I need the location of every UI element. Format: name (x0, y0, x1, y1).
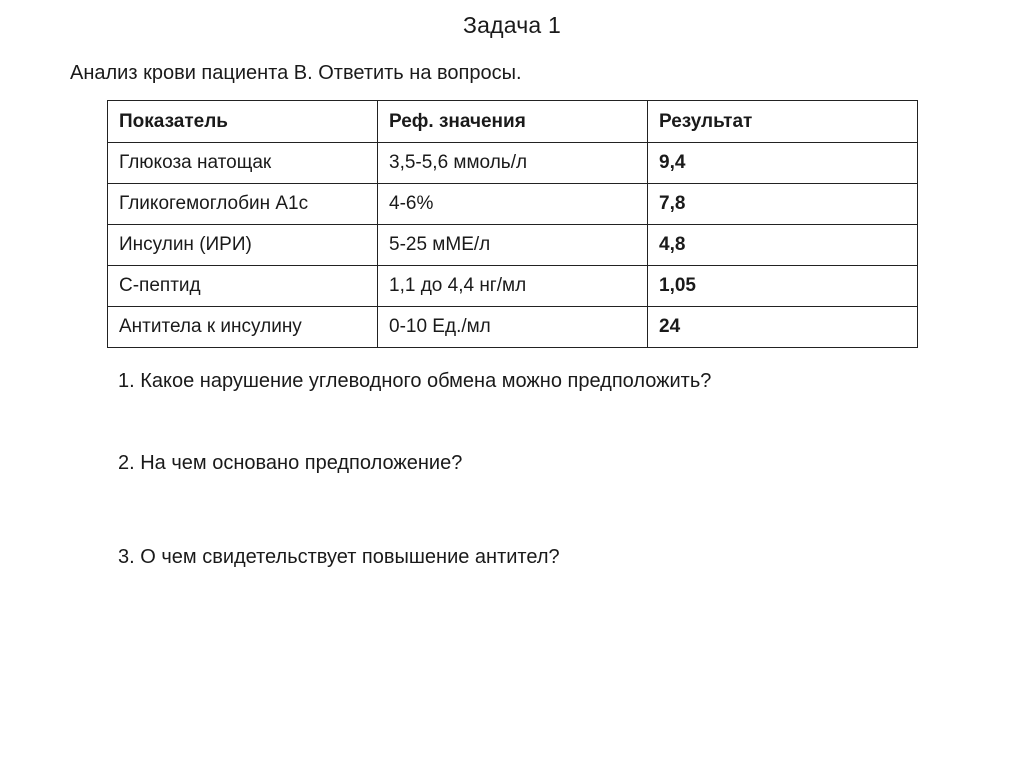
table-row (108, 307, 918, 348)
question-1: 1. Какое нарушение углеводного обмена можно предположить? (118, 370, 712, 392)
indicator-cell: С-пептид (108, 266, 378, 307)
table-row (108, 225, 918, 266)
table-row (108, 143, 918, 184)
table-row (108, 266, 918, 307)
result-cell: 1,05 (648, 266, 918, 307)
table-row (108, 184, 918, 225)
reference-cell: 0-10 Ед./мл (378, 307, 648, 348)
result-cell: 9,4 (648, 143, 918, 184)
blood-test-table (107, 100, 918, 348)
table-header-row (108, 101, 918, 143)
reference-cell: 4-6% (378, 184, 648, 225)
reference-cell: 3,5-5,6 ммоль/л (378, 143, 648, 184)
indicator-cell: Глюкоза натощак (108, 143, 378, 184)
result-cell: 7,8 (648, 184, 918, 225)
reference-cell: 1,1 до 4,4 нг/мл (378, 266, 648, 307)
indicator-cell: Инсулин (ИРИ) (108, 225, 378, 266)
indicator-cell: Гликогемоглобин А1с (108, 184, 378, 225)
reference-cell: 5-25 мМЕ/л (378, 225, 648, 266)
header-indicator: Показатель (108, 101, 378, 143)
result-cell: 4,8 (648, 225, 918, 266)
header-reference: Реф. значения (378, 101, 648, 143)
indicator-cell: Антитела к инсулину (108, 307, 378, 348)
page-title: Задача 1 (463, 12, 561, 38)
task-instruction: Анализ крови пациента В. Ответить на вопросы. (70, 62, 522, 84)
question-3: 3. О чем свидетельствует повышение антител? (118, 546, 560, 568)
result-cell: 24 (648, 307, 918, 348)
question-2: 2. На чем основано предположение? (118, 452, 463, 474)
header-result: Результат (648, 101, 918, 143)
